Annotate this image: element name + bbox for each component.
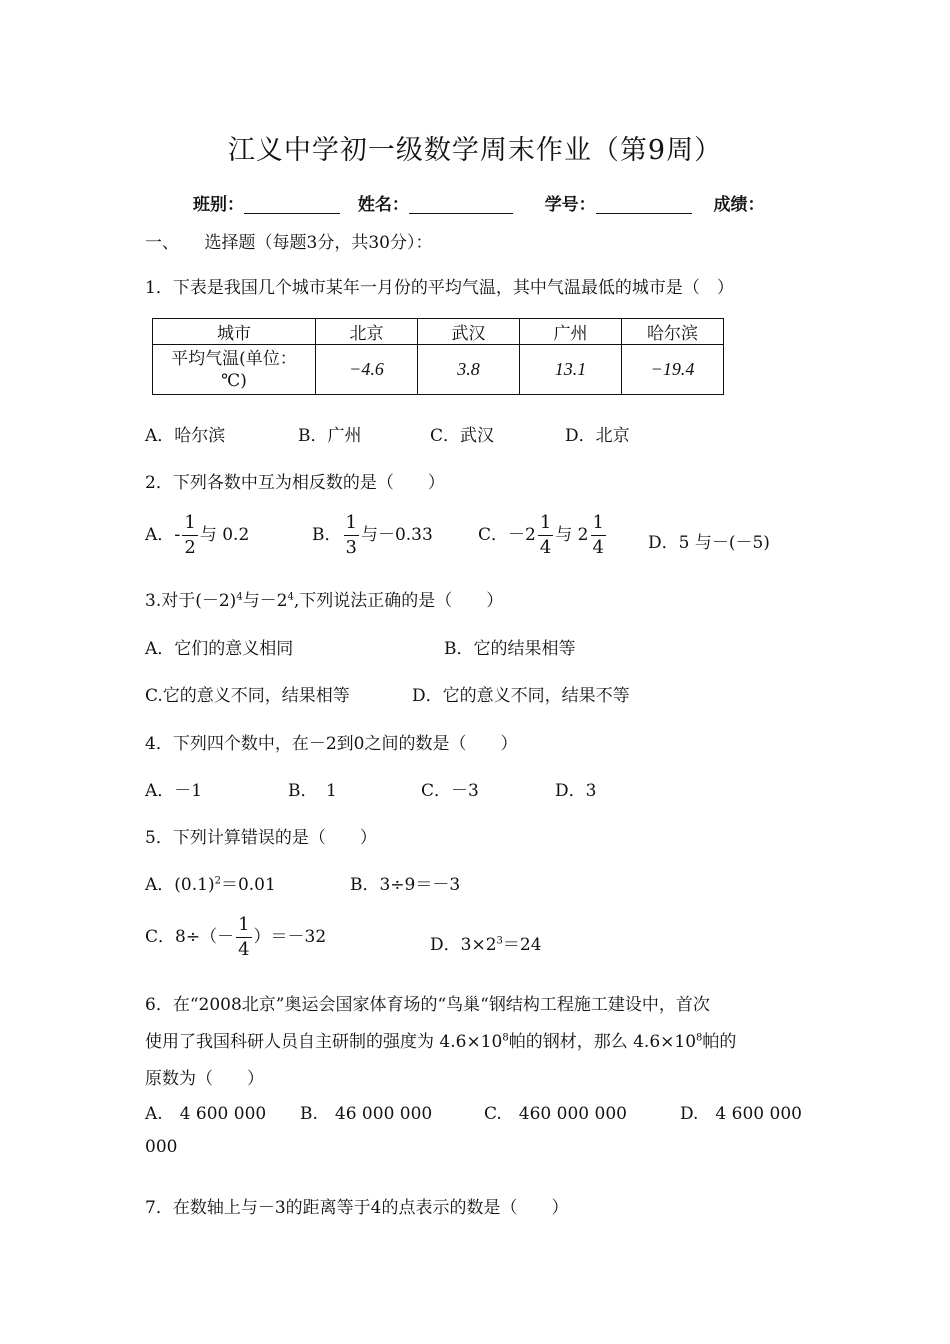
q1-option-a[interactable]: A．哈尔滨 bbox=[145, 426, 226, 446]
minus-sign: - bbox=[174, 524, 181, 545]
q3-option-b[interactable]: B．它的结果相等 bbox=[444, 639, 576, 659]
q3-option-c[interactable]: C.它的意义不同，结果相等 bbox=[145, 686, 350, 706]
option-part: ＝0.01 bbox=[220, 875, 276, 895]
table-cell: 哈尔滨 bbox=[622, 319, 724, 345]
q4-option-d[interactable]: D．3 bbox=[555, 781, 597, 801]
table-cell: 城市 bbox=[153, 319, 316, 345]
q3-option-a[interactable]: A．它们的意义相同 bbox=[145, 639, 294, 659]
option-part: ）＝－32 bbox=[253, 927, 327, 947]
exponent: 4 bbox=[236, 591, 243, 603]
q1-option-c[interactable]: C．武汉 bbox=[430, 426, 495, 446]
name-label: 姓名： bbox=[357, 195, 409, 215]
table-cell: 平均气温(单位：℃) bbox=[153, 345, 316, 395]
table-cell: 广州 bbox=[520, 319, 622, 345]
fraction: $\frac{1}{2}$ bbox=[184, 512, 196, 558]
q2-option-a[interactable] bbox=[145, 514, 249, 557]
q6-line-3: 原数为（ ） bbox=[145, 1069, 264, 1089]
option-part: A．(0.1) bbox=[145, 875, 215, 895]
table-cell: 北京 bbox=[316, 319, 418, 345]
q6-option-b[interactable]: B. 46 000 000 bbox=[300, 1104, 433, 1124]
exponent: 2 bbox=[214, 875, 221, 887]
table-cell: 3.8 bbox=[418, 345, 520, 395]
q1-option-d[interactable]: D．北京 bbox=[565, 426, 630, 446]
number-blank[interactable] bbox=[596, 195, 692, 214]
q5-option-b[interactable]: B．3÷9＝－3 bbox=[350, 875, 461, 895]
score-label: 成绩： bbox=[713, 195, 765, 215]
q6-line-1: 6．在“2008北京”奥运会国家体育场的“鸟巢“钢结构工程施工建设中，首次 bbox=[145, 995, 710, 1015]
table-cell: 武汉 bbox=[418, 319, 520, 345]
exponent: 8 bbox=[696, 1032, 703, 1044]
exponent: 4 bbox=[287, 591, 294, 603]
option-prefix: B． bbox=[312, 525, 342, 545]
table-cell: −4.6 bbox=[316, 345, 418, 395]
q6-option-d-wrap: 000 bbox=[145, 1137, 178, 1157]
q1-option-b[interactable]: B．广州 bbox=[298, 426, 362, 446]
stem-part: 与－2 bbox=[242, 591, 288, 611]
fraction: $\frac{1}{4}$ bbox=[238, 914, 250, 960]
q2-stem: 2．下列各数中互为相反数的是（ ） bbox=[145, 473, 445, 493]
fraction: $\frac{1}{4}$ bbox=[592, 512, 604, 558]
q5-option-c[interactable] bbox=[145, 916, 326, 959]
table-cell: 13.1 bbox=[520, 345, 622, 395]
table-row bbox=[153, 345, 724, 395]
option-part: D．3×2 bbox=[430, 935, 497, 955]
option-tail: 与 0.2 bbox=[199, 525, 250, 545]
stem-part: ,下列说法正确的是（ ） bbox=[293, 591, 504, 611]
q5-option-a[interactable] bbox=[145, 870, 276, 895]
page-title: 江义中学初一级数学周末作业（第9周） bbox=[227, 135, 723, 166]
q4-option-c[interactable]: C．－3 bbox=[421, 781, 479, 801]
q3-stem bbox=[145, 586, 503, 611]
q6-option-d[interactable]: D. 4 600 000 bbox=[680, 1104, 802, 1124]
q6-option-a[interactable]: A. 4 600 000 bbox=[145, 1104, 267, 1124]
option-mid: 与 2 bbox=[555, 525, 589, 545]
fraction: $\frac{1}{3}$ bbox=[345, 512, 357, 558]
option-tail: 与－0.33 bbox=[360, 525, 433, 545]
q7-stem: 7．在数轴上与－3的距离等于4的点表示的数是（ ） bbox=[145, 1198, 569, 1218]
table-cell: −19.4 bbox=[622, 345, 724, 395]
stem-part: 帕的 bbox=[702, 1032, 737, 1052]
class-blank[interactable] bbox=[244, 195, 340, 214]
q2-option-c[interactable] bbox=[478, 514, 608, 557]
temperature-table bbox=[152, 318, 724, 395]
q6-option-c[interactable]: C. 460 000 000 bbox=[484, 1104, 627, 1124]
q4-option-a[interactable]: A．－1 bbox=[145, 781, 203, 801]
exponent: 8 bbox=[502, 1032, 509, 1044]
name-blank[interactable] bbox=[409, 195, 513, 214]
option-prefix: C．－2 bbox=[478, 525, 536, 545]
section-heading: 一、 选择题（每题3分，共30分）： bbox=[145, 233, 433, 253]
stem-part: 使用了我国科研人员自主研制的强度为 4.6×10 bbox=[145, 1032, 503, 1052]
option-part: C．8÷（－ bbox=[145, 927, 235, 947]
table-header-row bbox=[153, 319, 724, 345]
q1-stem: 1．下表是我国几个城市某年一月份的平均气温，其中气温最低的城市是（ ） bbox=[145, 278, 734, 298]
number-label: 学号： bbox=[544, 195, 596, 215]
class-label: 班别： bbox=[193, 195, 244, 215]
q3-option-d[interactable]: D．它的意义不同，结果不等 bbox=[412, 686, 630, 706]
q2-option-b[interactable] bbox=[312, 514, 433, 557]
q6-line-2 bbox=[145, 1027, 736, 1052]
q4-stem: 4．下列四个数中，在－2到0之间的数是（ ） bbox=[145, 734, 518, 754]
option-prefix: A． bbox=[145, 525, 175, 545]
student-info-line bbox=[193, 190, 765, 215]
q5-option-d[interactable] bbox=[430, 930, 542, 955]
stem-part: 帕的钢材，那么 4.6×10 bbox=[508, 1032, 697, 1052]
q4-option-b[interactable]: B． 1 bbox=[288, 781, 337, 801]
stem-part: 3.对于(－2) bbox=[145, 591, 237, 611]
fraction: $\frac{1}{4}$ bbox=[539, 512, 552, 558]
exponent: 3 bbox=[496, 935, 503, 947]
q5-stem: 5．下列计算错误的是（ ） bbox=[145, 828, 377, 848]
q2-option-d[interactable]: D．5 与－(－5) bbox=[648, 533, 770, 553]
option-part: ＝24 bbox=[502, 935, 542, 955]
